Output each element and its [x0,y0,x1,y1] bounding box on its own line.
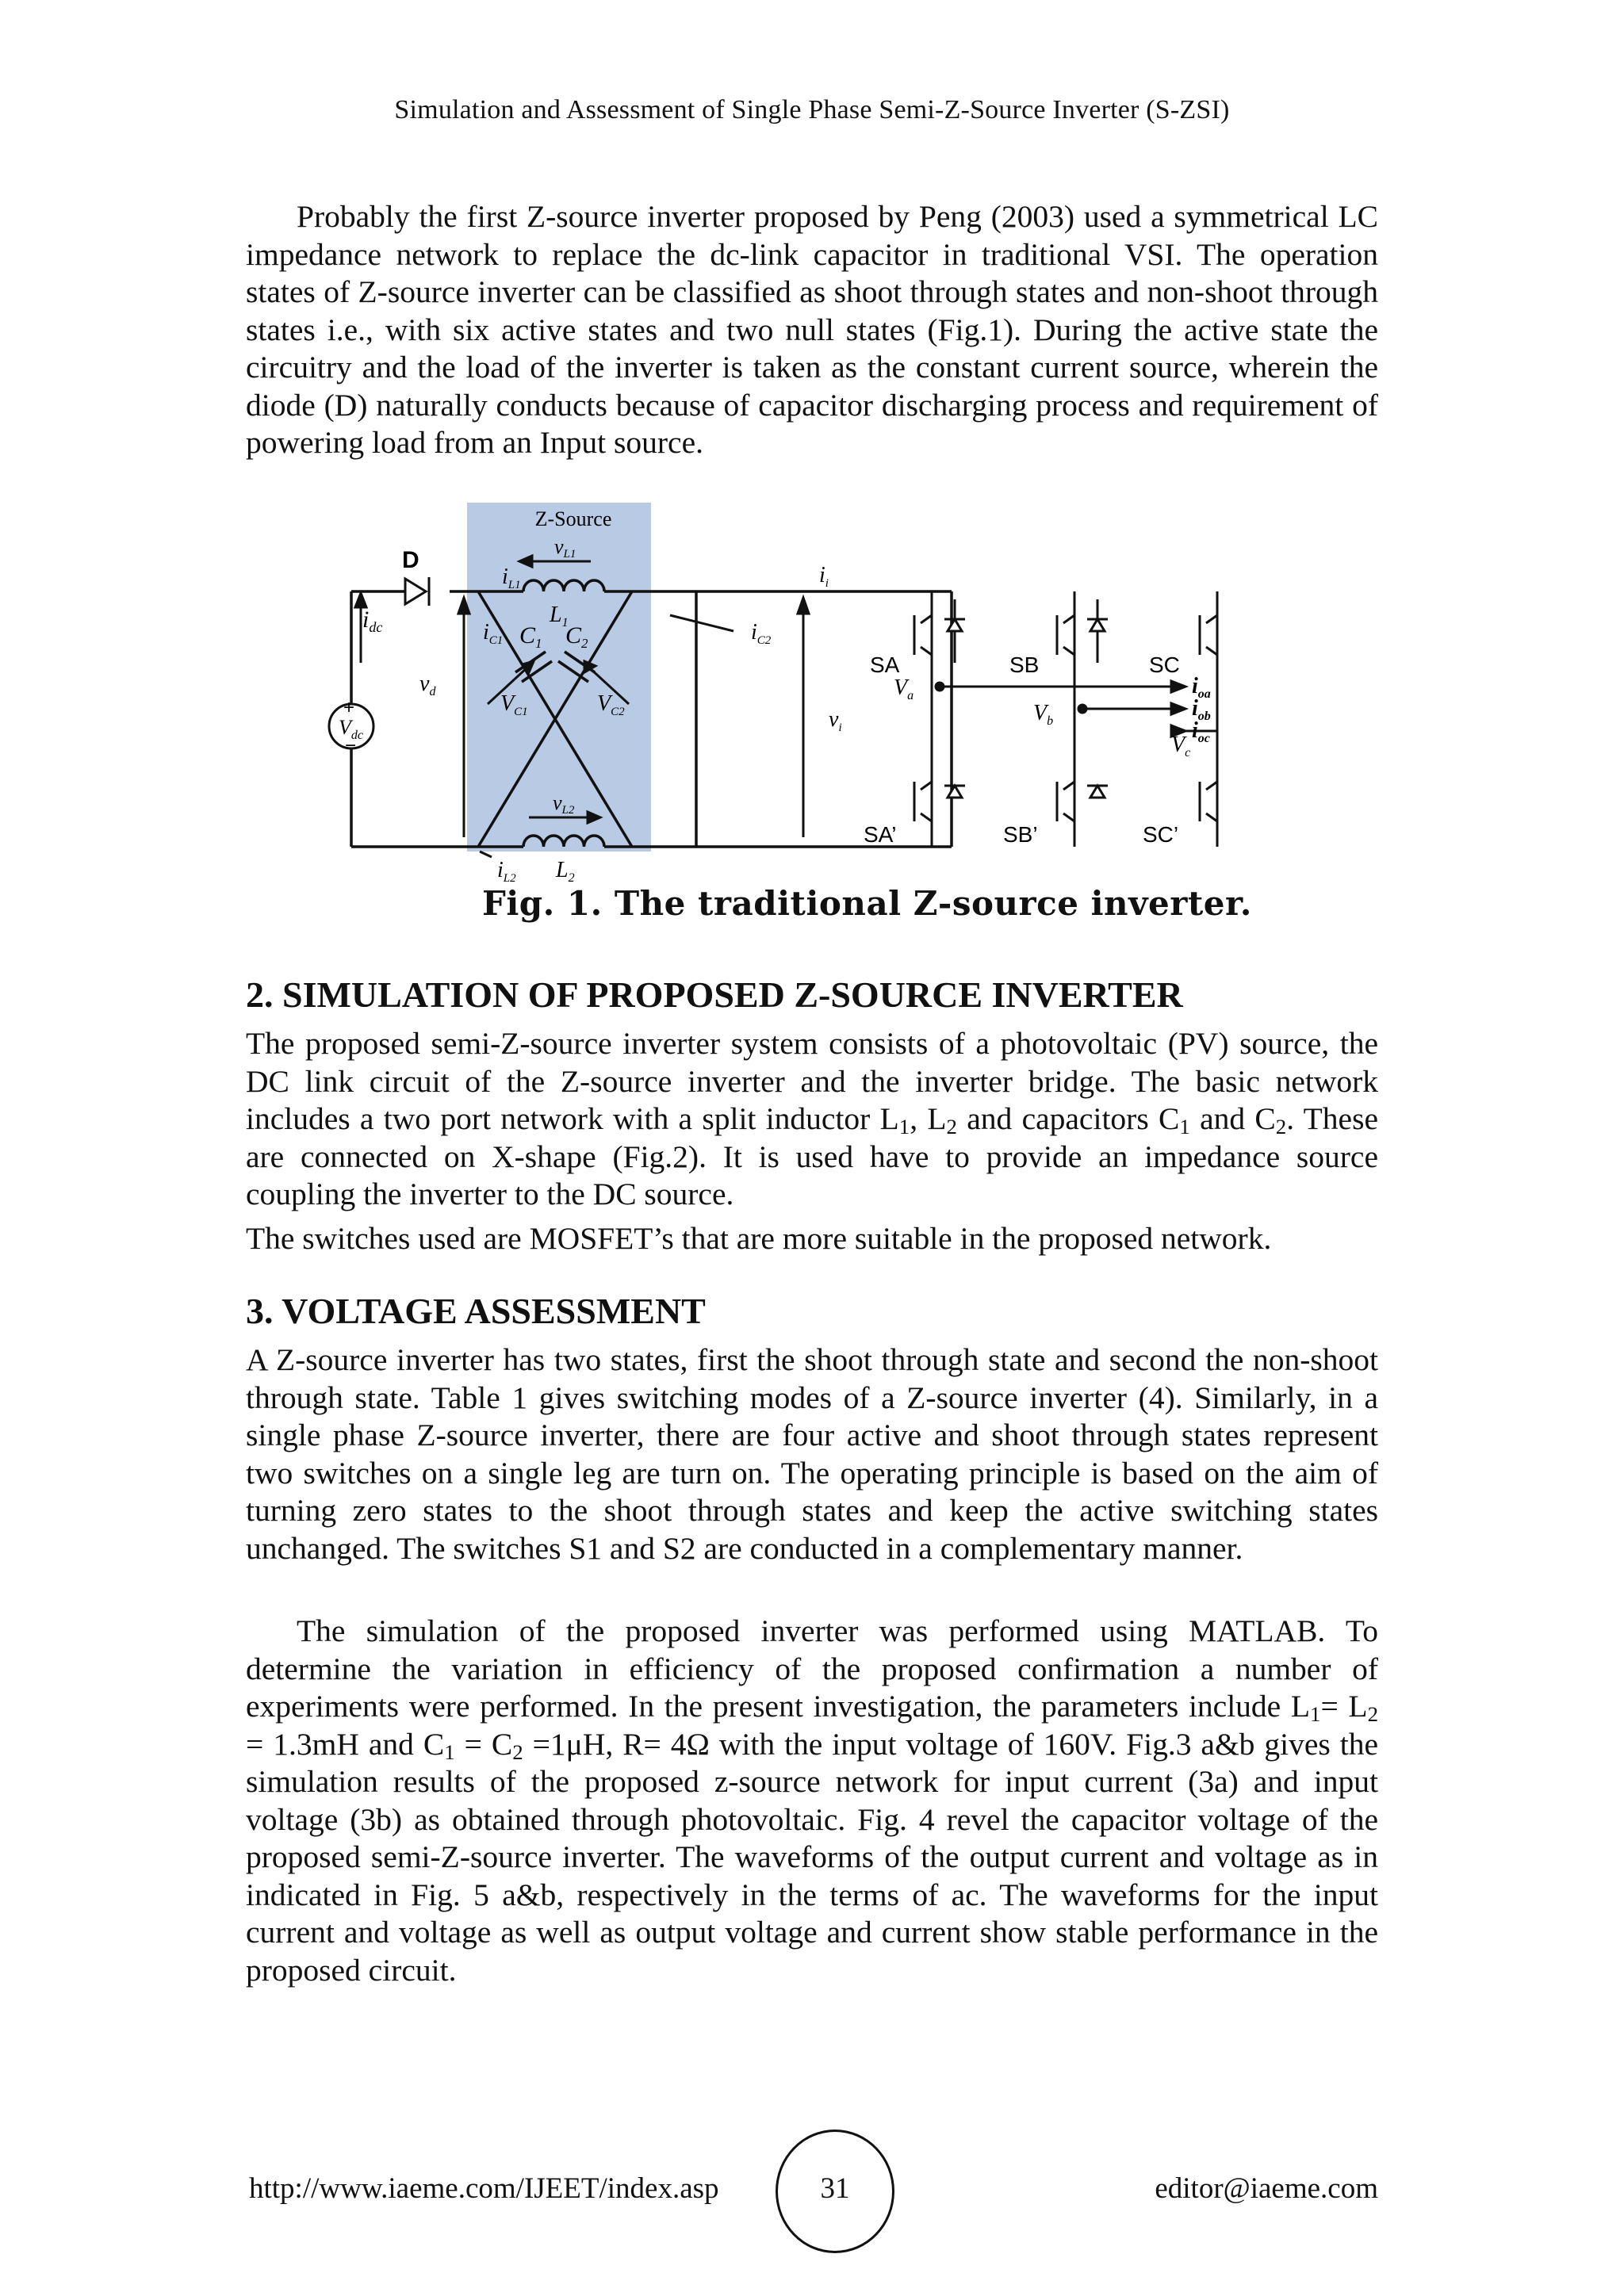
label-ioc: $i_{oc}$ [1192,718,1210,745]
intro-paragraph: Probably the first Z-source inverter proposed by Peng (2003) used a symmetrical LC impedance network to replace the dc-link capacitor in traditional VSI. The operation states of Z-source inverter can be classified as shoot through states and non-shoot through states i.e., with six active states and two null states (Fig.1). During the active state the circuitry and the load of the inverter is taken as the constant current source, wherein the diode (D) naturally conducts because of capacitor discharging process and requirement of powering load from an Input source. [246,199,1378,460]
label-idc: $i_{dc}$ [362,607,383,635]
diode-D [405,577,429,606]
label-SA: SA [870,652,900,677]
label-iL1: $i_{L1}$ [502,564,521,591]
page-number: 31 [820,2172,850,2205]
label-vdc: $V_{dc}$ [339,716,363,742]
label-iC1: $i_{C1}$ [483,620,504,647]
label-C2: $C_2$ [565,622,588,651]
label-iL2: $i_{L2}$ [497,858,516,885]
running-head: Simulation and Assessment of Single Phase Semi-Z-Source Inverter (S-ZSI) [394,95,1230,124]
label-SBp: SB’ [1003,822,1038,847]
label-SC: SC [1149,652,1180,677]
figure-caption: Fig. 1. The traditional Z-source inverter. [482,884,1252,923]
switch-SA [914,599,965,663]
label-Vb: $V_b$ [1033,701,1054,728]
label-ioa: $i_{oa}$ [1192,674,1211,701]
footer-url-link[interactable]: http://www.iaeme.com/IJEET/index.asp [249,2172,719,2205]
section2-paragraph-2: The switches used are MOSFET’s that are more suitable in the proposed network. [246,1221,1272,1256]
section3-heading: 3. VOLTAGE ASSESSMENT [246,1291,706,1331]
label-L1: $L_1$ [550,603,569,629]
figure-z-source-inverter [321,496,1211,924]
label-VC1: $V_{C1}$ [500,691,528,718]
label-iC2: $i_{C2}$ [751,620,772,647]
switch-SBp [1057,782,1108,821]
label-C1: $C_1$ [519,622,542,651]
svg-text:+: + [343,697,355,718]
section3-paragraph-2: The simulation of the proposed inverter was performed using MATLAB. To determine the variation in efficiency of the proposed confirmation a number of experiments were performed. In the present investigation, the parameters include $L_1= L_2 = 1.3mH$ and $C_1 = C_2 =1\mu H$, R= 4Ω with the input voltage of 160V. Fig.3 a&b gives the simulation results of the proposed z-source network for input current (3a) and input voltage (3b) as obtained through photovoltaic. Fig. 4 revel the capacitor voltage of the proposed semi-Z-source inverter. The waveforms of the output current and voltage as in indicated in Fig. 5 a&b, respectively in the terms of ac. The waveforms for the input current and voltage as well as output voltage and current show stable performance in the proposed circuit. [246,1613,1379,1988]
switch-SC [1200,615,1217,655]
label-SCp: SC’ [1143,822,1179,847]
section2-heading: 2. SIMULATION OF PROPOSED Z-SOURCE INVERTER [246,974,1183,1015]
label-vL2: vL2 [553,791,575,817]
svg-text:−: − [345,735,357,756]
label-SAp: SA’ [864,822,897,847]
switch-SCp [1200,782,1217,821]
label-vi: $v_i$ [829,707,842,734]
label-VC2: $V_{C2}$ [597,691,625,718]
section2-paragraph-1: The proposed semi-Z-source inverter system consists of a photovoltaic (PV) source, the DC link circuit of the Z-source inverter and the inverter bridge. The basic network includes a two port network with a split inductor $L_1$, $L_2$ and capacitors $C_1$ and $C_2$. These are connected on X-shape (Fig.2). It is used have to provide an impedance source coupling the inverter to the DC source. [246,1026,1378,1211]
label-vL1: vL1 [554,535,576,561]
label-Va: $V_a$ [894,675,914,702]
label-Vc: $V_c$ [1171,733,1191,760]
section3-paragraph-1: A Z-source inverter has two states, first the shoot through state and second the non-shoot through state. Table 1 gives switching modes of a Z-source inverter (4). Similarly, in a single phase Z-source inverter, there are four active and shoot through states represent two switches on a single leg are turn on. The operating principle is based on the aim of turning zero states to the shoot through states and keep the active switching states unchanged. The switches S1 and S2 are conducted in a complementary manner. [246,1342,1378,1566]
label-SB: SB [1009,652,1040,677]
label-ii: $i_i$ [819,563,829,590]
switch-SB [1057,599,1108,663]
switch-SAp [914,782,965,821]
label-L2: $L_2$ [556,858,575,885]
footer-email-link[interactable]: editor@iaeme.com [1155,2172,1378,2205]
label-vd: $v_d$ [419,672,436,698]
zsource-label: Z-Source [534,507,612,530]
label-D: D [402,547,419,573]
label-iob: $i_{ob}$ [1192,696,1211,723]
